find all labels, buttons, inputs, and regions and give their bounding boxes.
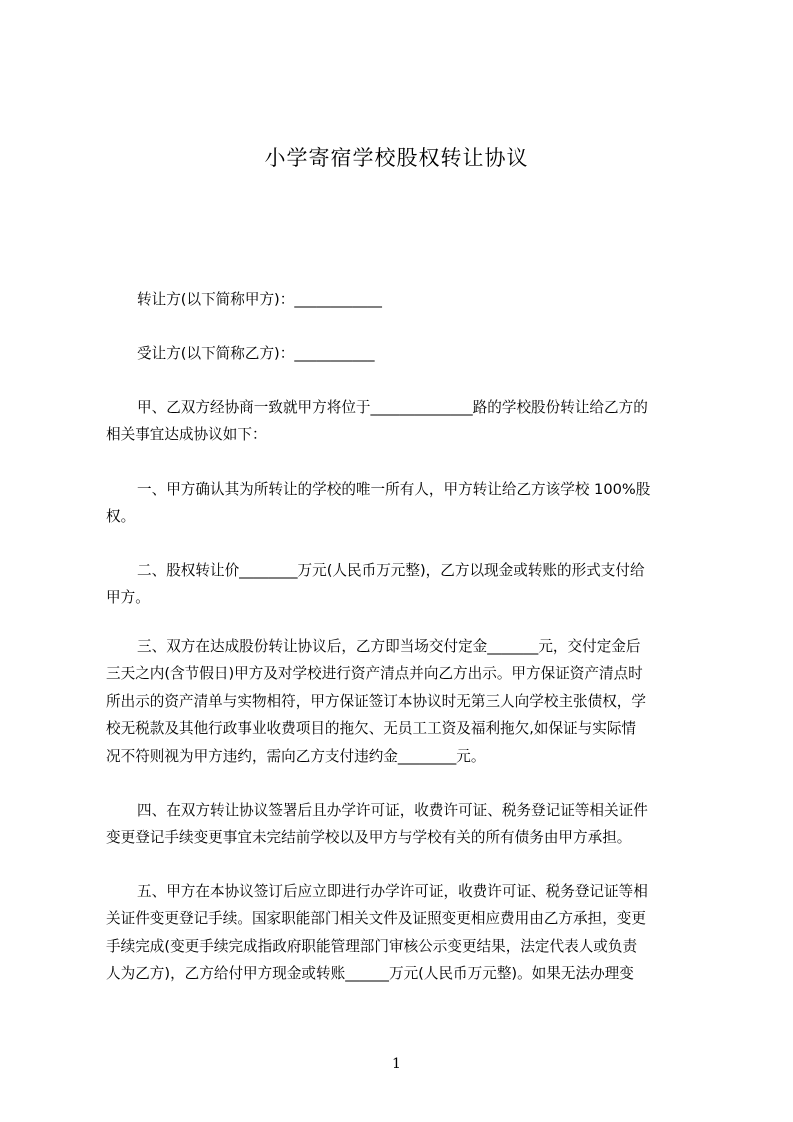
clause-1-line-1: 一、甲方确认其为所转让的学校的唯一所有人，甲方转让给乙方该学校 100%股 <box>137 481 651 498</box>
clause-2-line-2: 甲方。 <box>106 589 150 606</box>
page-number: 1 <box>392 1056 401 1072</box>
clause-3-line-4: 校无税款及其他行政事业收费项目的拖欠、无员工工资及福利拖欠,如保证与实际情 <box>106 720 637 737</box>
clause-5-line-4: 人为乙方)，乙方给付甲方现金或转账______万元(人民币万元整)。如果无法办理变 <box>106 965 634 982</box>
transferor-line: 转让方(以下简称甲方)：____________ <box>137 291 382 308</box>
clause-5-line-2: 关证件变更登记手续。国家职能部门相关文件及证照变更相应费用由乙方承担，变更 <box>106 910 646 927</box>
clause-4-line-2: 变更登记手续变更事宜未完结前学校以及甲方与学校有关的所有债务由甲方承担。 <box>106 829 632 846</box>
clause-5-line-3: 手续完成(变更手续完成指政府职能管理部门审核公示变更结果，法定代表人或负责 <box>106 938 638 955</box>
clause-3-line-2: 三天之内(含节假日)甲方及对学校进行资产清点并向乙方出示。甲方保证资产清点时 <box>106 665 643 682</box>
document-title: 小学寄宿学校股权转让协议 <box>264 146 529 170</box>
preamble-line-2: 相关事宜达成协议如下： <box>106 426 267 443</box>
clause-3-line-5: 况不符则视为甲方违约，需向乙方支付违约金________元。 <box>106 748 486 765</box>
clause-2-line-1: 二、股权转让价________万元(人民币万元整)，乙方以现金或转账的形式支付给 <box>137 562 645 579</box>
clause-3-line-1: 三、双方在达成股份转让协议后，乙方即当场交付定金_______元，交付定金后 <box>137 638 641 655</box>
clause-3-line-3: 所出示的资产清单与实物相符，甲方保证签订本协议时无第三人向学校主张债权，学 <box>106 693 646 710</box>
clause-5-line-1: 五、甲方在本协议签订后应立即进行办学许可证，收费许可证、税务登记证等相 <box>137 883 648 900</box>
clause-1-line-2: 权。 <box>106 508 136 525</box>
preamble-line-1: 甲、乙双方经协商一致就甲方将位于______________路的学校股份转让给乙方的 <box>137 399 648 416</box>
transferee-line: 受让方(以下简称乙方)：___________ <box>137 345 375 362</box>
clause-4-line-1: 四、在双方转让协议签署后且办学许可证，收费许可证、税务登记证等相关证件 <box>137 802 648 819</box>
